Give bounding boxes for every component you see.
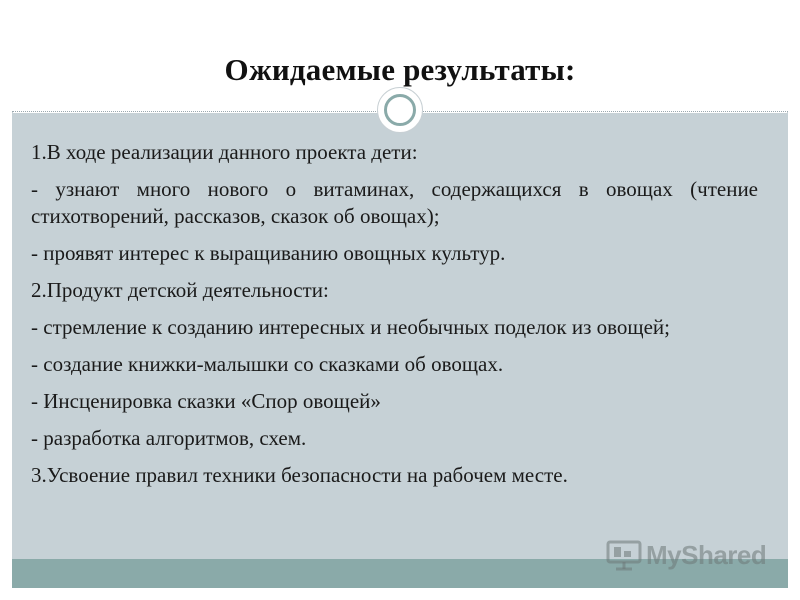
presentation-board-icon (606, 539, 642, 571)
paragraph-item: - проявят интерес к выращиванию овощных культур. (31, 241, 506, 265)
paragraph-item: 1.В ходе реализации данного проекта дети: (31, 140, 418, 164)
watermark (606, 537, 776, 575)
paragraph-item: - узнают много нового о витаминах, содержащихся в овощах (чтение стихотворений, рассказов, сказок об овощах); (31, 177, 758, 228)
paragraph-item: 2.Продукт детской деятельности: (31, 278, 329, 302)
paragraph-item: 3.Усвоение правил техники безопасности на рабочем месте. (31, 463, 568, 487)
paragraph-item: - стремление к созданию интересных и необычных поделок из овощей; (31, 315, 670, 339)
slide-title: Ожидаемые результаты: (224, 52, 576, 87)
watermark-text: MyShared (646, 540, 767, 570)
slide-body (31, 139, 758, 499)
paragraph-item: - Инсценировка сказки «Спор овощей» (31, 389, 381, 413)
paragraph-item: - создание книжки-малышки со сказками об овощах. (31, 352, 504, 376)
medallion-ring (384, 94, 416, 126)
divider-medallion (377, 87, 423, 133)
paragraph-item: - разработка алгоритмов, схем. (31, 426, 307, 450)
